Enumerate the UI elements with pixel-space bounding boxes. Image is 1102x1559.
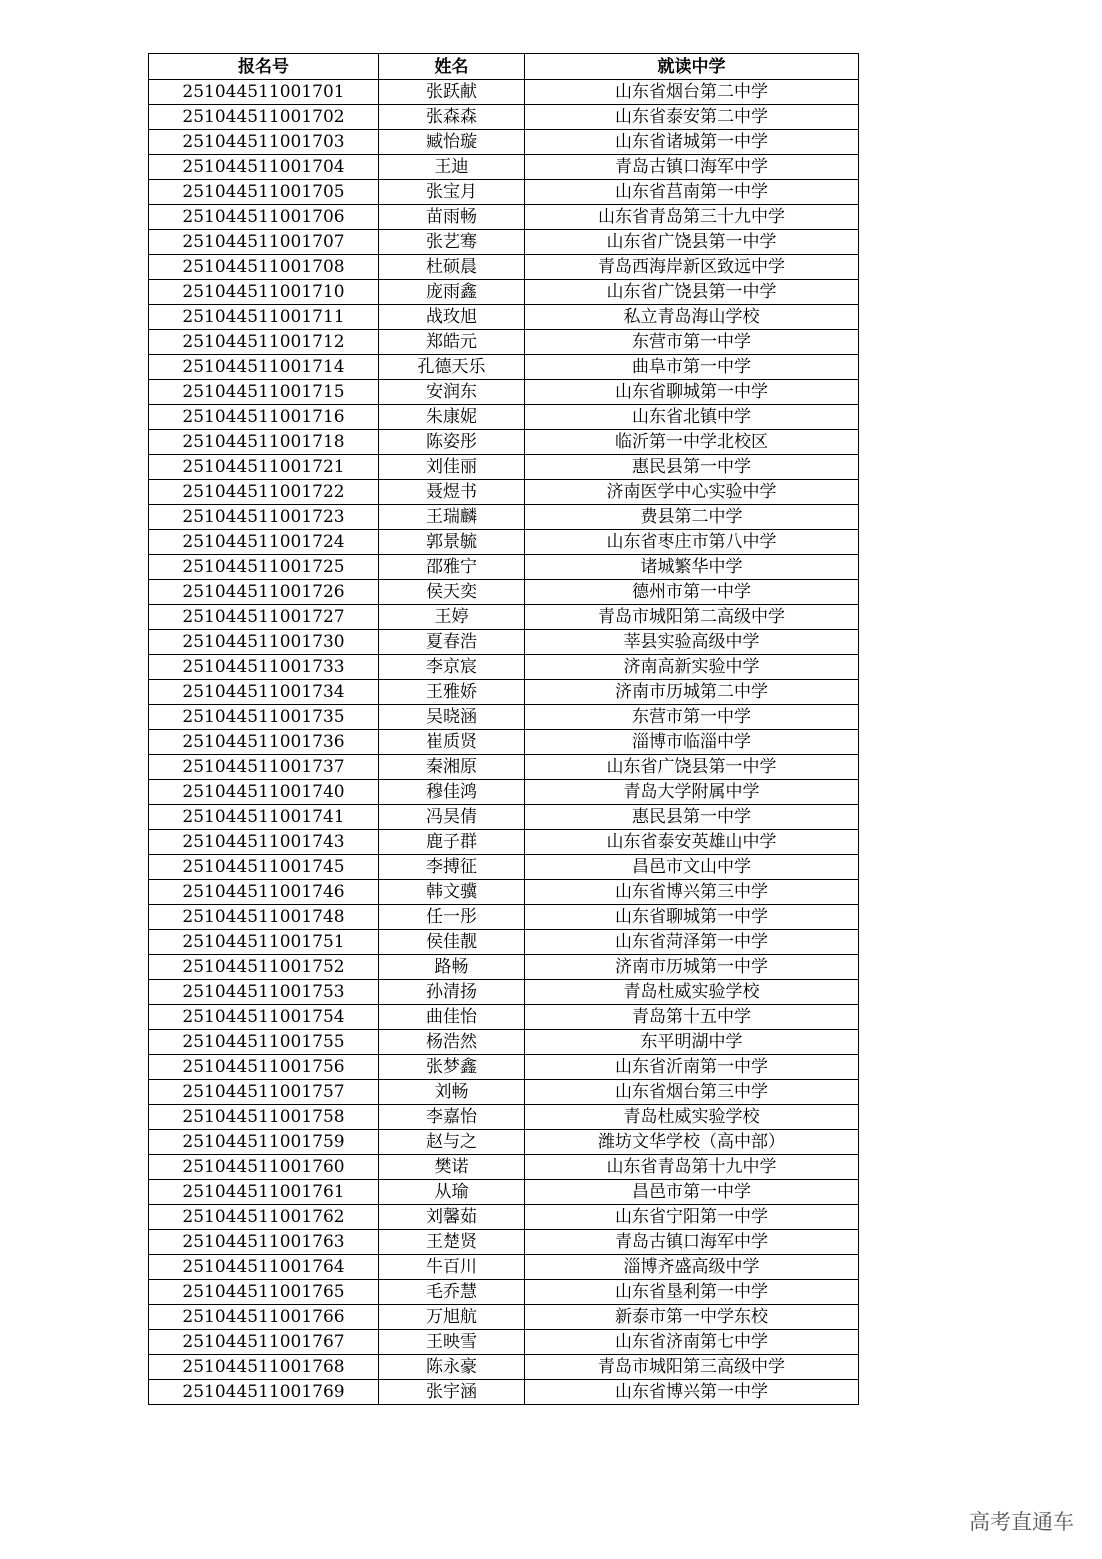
table-row bbox=[149, 680, 859, 705]
cell-registration-number: 251044511001767 bbox=[149, 1330, 379, 1355]
cell-name: 臧怡璇 bbox=[379, 130, 525, 155]
cell-registration-number: 251044511001737 bbox=[149, 755, 379, 780]
cell-name: 鹿子群 bbox=[379, 830, 525, 855]
cell-school: 山东省枣庄市第八中学 bbox=[525, 530, 859, 555]
cell-school: 青岛杜威实验学校 bbox=[525, 1105, 859, 1130]
cell-name: 张森森 bbox=[379, 105, 525, 130]
cell-school: 私立青岛海山学校 bbox=[525, 305, 859, 330]
cell-school: 山东省垦利第一中学 bbox=[525, 1280, 859, 1305]
table-row bbox=[149, 830, 859, 855]
cell-school: 临沂第一中学北校区 bbox=[525, 430, 859, 455]
cell-school: 青岛市城阳第三高级中学 bbox=[525, 1355, 859, 1380]
cell-name: 孙清扬 bbox=[379, 980, 525, 1005]
cell-registration-number: 251044511001726 bbox=[149, 580, 379, 605]
cell-registration-number: 251044511001710 bbox=[149, 280, 379, 305]
cell-registration-number: 251044511001758 bbox=[149, 1105, 379, 1130]
table-row bbox=[149, 905, 859, 930]
cell-name: 聂煜书 bbox=[379, 480, 525, 505]
cell-school: 淄博市临淄中学 bbox=[525, 730, 859, 755]
cell-name: 冯昊倩 bbox=[379, 805, 525, 830]
cell-school: 山东省烟台第三中学 bbox=[525, 1080, 859, 1105]
cell-school: 青岛古镇口海军中学 bbox=[525, 1230, 859, 1255]
table-row bbox=[149, 1205, 859, 1230]
header-row bbox=[149, 54, 859, 80]
cell-name: 张宝月 bbox=[379, 180, 525, 205]
cell-registration-number: 251044511001702 bbox=[149, 105, 379, 130]
cell-name: 韩文骥 bbox=[379, 880, 525, 905]
table-row bbox=[149, 880, 859, 905]
table-row bbox=[149, 180, 859, 205]
cell-school: 青岛市城阳第二高级中学 bbox=[525, 605, 859, 630]
table-row bbox=[149, 1055, 859, 1080]
table-row bbox=[149, 80, 859, 105]
cell-school: 山东省广饶县第一中学 bbox=[525, 755, 859, 780]
cell-name: 曲佳怡 bbox=[379, 1005, 525, 1030]
table-row bbox=[149, 255, 859, 280]
cell-school: 山东省广饶县第一中学 bbox=[525, 230, 859, 255]
student-roster-table bbox=[148, 53, 859, 1405]
table-row bbox=[149, 980, 859, 1005]
cell-school: 青岛大学附属中学 bbox=[525, 780, 859, 805]
cell-name: 王楚贤 bbox=[379, 1230, 525, 1255]
table-row bbox=[149, 430, 859, 455]
table-row bbox=[149, 355, 859, 380]
table-row bbox=[149, 455, 859, 480]
table-row bbox=[149, 155, 859, 180]
cell-name: 张宇涵 bbox=[379, 1380, 525, 1405]
cell-registration-number: 251044511001751 bbox=[149, 930, 379, 955]
cell-name: 侯天奕 bbox=[379, 580, 525, 605]
cell-registration-number: 251044511001755 bbox=[149, 1030, 379, 1055]
table-row bbox=[149, 630, 859, 655]
cell-school: 曲阜市第一中学 bbox=[525, 355, 859, 380]
cell-registration-number: 251044511001754 bbox=[149, 1005, 379, 1030]
cell-name: 张跃献 bbox=[379, 80, 525, 105]
table-row bbox=[149, 605, 859, 630]
cell-registration-number: 251044511001768 bbox=[149, 1355, 379, 1380]
table-row bbox=[149, 1230, 859, 1255]
cell-registration-number: 251044511001753 bbox=[149, 980, 379, 1005]
cell-school: 东平明湖中学 bbox=[525, 1030, 859, 1055]
cell-name: 李搏征 bbox=[379, 855, 525, 880]
cell-registration-number: 251044511001746 bbox=[149, 880, 379, 905]
cell-name: 吴晓涵 bbox=[379, 705, 525, 730]
header-registration-number: 报名号 bbox=[149, 54, 379, 80]
table-row bbox=[149, 1330, 859, 1355]
cell-registration-number: 251044511001756 bbox=[149, 1055, 379, 1080]
cell-name: 李嘉怡 bbox=[379, 1105, 525, 1130]
cell-registration-number: 251044511001730 bbox=[149, 630, 379, 655]
cell-school: 山东省博兴第一中学 bbox=[525, 1380, 859, 1405]
table-row bbox=[149, 280, 859, 305]
cell-registration-number: 251044511001712 bbox=[149, 330, 379, 355]
cell-school: 山东省北镇中学 bbox=[525, 405, 859, 430]
cell-registration-number: 251044511001760 bbox=[149, 1155, 379, 1180]
cell-registration-number: 251044511001741 bbox=[149, 805, 379, 830]
cell-registration-number: 251044511001703 bbox=[149, 130, 379, 155]
table-row bbox=[149, 780, 859, 805]
cell-name: 李京宸 bbox=[379, 655, 525, 680]
cell-registration-number: 251044511001752 bbox=[149, 955, 379, 980]
cell-registration-number: 251044511001701 bbox=[149, 80, 379, 105]
table-row bbox=[149, 230, 859, 255]
cell-registration-number: 251044511001740 bbox=[149, 780, 379, 805]
cell-name: 毛乔慧 bbox=[379, 1280, 525, 1305]
table-row bbox=[149, 1180, 859, 1205]
cell-school: 山东省诸城第一中学 bbox=[525, 130, 859, 155]
table-row bbox=[149, 655, 859, 680]
cell-school: 山东省宁阳第一中学 bbox=[525, 1205, 859, 1230]
table-row bbox=[149, 930, 859, 955]
cell-registration-number: 251044511001718 bbox=[149, 430, 379, 455]
cell-school: 惠民县第一中学 bbox=[525, 805, 859, 830]
cell-school: 山东省济南第七中学 bbox=[525, 1330, 859, 1355]
cell-school: 山东省泰安英雄山中学 bbox=[525, 830, 859, 855]
cell-name: 庞雨鑫 bbox=[379, 280, 525, 305]
cell-registration-number: 251044511001727 bbox=[149, 605, 379, 630]
cell-school: 青岛第十五中学 bbox=[525, 1005, 859, 1030]
table-row bbox=[149, 705, 859, 730]
cell-name: 穆佳鸿 bbox=[379, 780, 525, 805]
cell-registration-number: 251044511001734 bbox=[149, 680, 379, 705]
cell-school: 山东省莒南第一中学 bbox=[525, 180, 859, 205]
cell-registration-number: 251044511001759 bbox=[149, 1130, 379, 1155]
table-row bbox=[149, 1355, 859, 1380]
cell-registration-number: 251044511001708 bbox=[149, 255, 379, 280]
cell-school: 莘县实验高级中学 bbox=[525, 630, 859, 655]
cell-school: 山东省烟台第二中学 bbox=[525, 80, 859, 105]
cell-school: 济南高新实验中学 bbox=[525, 655, 859, 680]
cell-school: 山东省沂南第一中学 bbox=[525, 1055, 859, 1080]
table-row bbox=[149, 305, 859, 330]
cell-name: 刘畅 bbox=[379, 1080, 525, 1105]
cell-name: 王映雪 bbox=[379, 1330, 525, 1355]
cell-name: 战玫旭 bbox=[379, 305, 525, 330]
cell-registration-number: 251044511001707 bbox=[149, 230, 379, 255]
table-row bbox=[149, 1130, 859, 1155]
table-row bbox=[149, 380, 859, 405]
header-school: 就读中学 bbox=[525, 54, 859, 80]
cell-school: 诸城繁华中学 bbox=[525, 555, 859, 580]
cell-school: 山东省聊城第一中学 bbox=[525, 380, 859, 405]
cell-registration-number: 251044511001745 bbox=[149, 855, 379, 880]
cell-registration-number: 251044511001764 bbox=[149, 1255, 379, 1280]
table-row bbox=[149, 1155, 859, 1180]
cell-school: 东营市第一中学 bbox=[525, 705, 859, 730]
cell-school: 山东省青岛第三十九中学 bbox=[525, 205, 859, 230]
cell-school: 山东省青岛第十九中学 bbox=[525, 1155, 859, 1180]
cell-name: 邵雅宁 bbox=[379, 555, 525, 580]
cell-name: 王瑞麟 bbox=[379, 505, 525, 530]
cell-school: 青岛古镇口海军中学 bbox=[525, 155, 859, 180]
cell-school: 山东省博兴第三中学 bbox=[525, 880, 859, 905]
table-row bbox=[149, 955, 859, 980]
cell-name: 刘佳丽 bbox=[379, 455, 525, 480]
table-row bbox=[149, 330, 859, 355]
table-row bbox=[149, 405, 859, 430]
cell-name: 杨浩然 bbox=[379, 1030, 525, 1055]
cell-registration-number: 251044511001715 bbox=[149, 380, 379, 405]
cell-name: 万旭航 bbox=[379, 1305, 525, 1330]
table-row bbox=[149, 555, 859, 580]
cell-registration-number: 251044511001725 bbox=[149, 555, 379, 580]
cell-registration-number: 251044511001714 bbox=[149, 355, 379, 380]
table-row bbox=[149, 105, 859, 130]
cell-school: 青岛西海岸新区致远中学 bbox=[525, 255, 859, 280]
cell-registration-number: 251044511001761 bbox=[149, 1180, 379, 1205]
cell-name: 孔德天乐 bbox=[379, 355, 525, 380]
table-row bbox=[149, 805, 859, 830]
cell-school: 济南市历城第一中学 bbox=[525, 955, 859, 980]
cell-school: 潍坊文华学校（高中部） bbox=[525, 1130, 859, 1155]
cell-school: 山东省广饶县第一中学 bbox=[525, 280, 859, 305]
cell-registration-number: 251044511001721 bbox=[149, 455, 379, 480]
table-row bbox=[149, 530, 859, 555]
cell-school: 淄博齐盛高级中学 bbox=[525, 1255, 859, 1280]
cell-school: 青岛杜威实验学校 bbox=[525, 980, 859, 1005]
table-row bbox=[149, 505, 859, 530]
table-row bbox=[149, 580, 859, 605]
cell-school: 济南市历城第二中学 bbox=[525, 680, 859, 705]
table-row bbox=[149, 130, 859, 155]
table-row bbox=[149, 1280, 859, 1305]
cell-name: 郭景毓 bbox=[379, 530, 525, 555]
table-row bbox=[149, 755, 859, 780]
cell-registration-number: 251044511001704 bbox=[149, 155, 379, 180]
cell-name: 夏春浩 bbox=[379, 630, 525, 655]
table-row bbox=[149, 1305, 859, 1330]
cell-registration-number: 251044511001724 bbox=[149, 530, 379, 555]
header-name: 姓名 bbox=[379, 54, 525, 80]
cell-name: 张梦鑫 bbox=[379, 1055, 525, 1080]
table-row bbox=[149, 205, 859, 230]
cell-registration-number: 251044511001762 bbox=[149, 1205, 379, 1230]
cell-registration-number: 251044511001722 bbox=[149, 480, 379, 505]
cell-name: 侯佳靓 bbox=[379, 930, 525, 955]
table-row bbox=[149, 480, 859, 505]
cell-name: 从瑜 bbox=[379, 1180, 525, 1205]
cell-name: 牛百川 bbox=[379, 1255, 525, 1280]
cell-name: 朱康妮 bbox=[379, 405, 525, 430]
cell-school: 惠民县第一中学 bbox=[525, 455, 859, 480]
cell-name: 杜硕晨 bbox=[379, 255, 525, 280]
table-row bbox=[149, 1005, 859, 1030]
cell-registration-number: 251044511001735 bbox=[149, 705, 379, 730]
cell-registration-number: 251044511001748 bbox=[149, 905, 379, 930]
cell-school: 费县第二中学 bbox=[525, 505, 859, 530]
cell-registration-number: 251044511001705 bbox=[149, 180, 379, 205]
cell-name: 樊诺 bbox=[379, 1155, 525, 1180]
cell-registration-number: 251044511001766 bbox=[149, 1305, 379, 1330]
cell-name: 赵与之 bbox=[379, 1130, 525, 1155]
table-row bbox=[149, 730, 859, 755]
cell-registration-number: 251044511001733 bbox=[149, 655, 379, 680]
cell-school: 德州市第一中学 bbox=[525, 580, 859, 605]
cell-registration-number: 251044511001711 bbox=[149, 305, 379, 330]
table-row bbox=[149, 1030, 859, 1055]
cell-name: 崔质贤 bbox=[379, 730, 525, 755]
cell-school: 新泰市第一中学东校 bbox=[525, 1305, 859, 1330]
cell-name: 张艺骞 bbox=[379, 230, 525, 255]
cell-school: 山东省聊城第一中学 bbox=[525, 905, 859, 930]
cell-school: 山东省泰安第二中学 bbox=[525, 105, 859, 130]
table-body bbox=[149, 80, 859, 1405]
cell-school: 济南医学中心实验中学 bbox=[525, 480, 859, 505]
cell-name: 王婷 bbox=[379, 605, 525, 630]
table-header bbox=[149, 54, 859, 80]
cell-registration-number: 251044511001765 bbox=[149, 1280, 379, 1305]
table-row bbox=[149, 855, 859, 880]
cell-name: 秦湘原 bbox=[379, 755, 525, 780]
cell-school: 昌邑市第一中学 bbox=[525, 1180, 859, 1205]
cell-registration-number: 251044511001706 bbox=[149, 205, 379, 230]
cell-name: 安润东 bbox=[379, 380, 525, 405]
cell-registration-number: 251044511001743 bbox=[149, 830, 379, 855]
cell-name: 郑皓元 bbox=[379, 330, 525, 355]
cell-name: 王雅娇 bbox=[379, 680, 525, 705]
cell-name: 路畅 bbox=[379, 955, 525, 980]
cell-name: 任一彤 bbox=[379, 905, 525, 930]
cell-name: 王迪 bbox=[379, 155, 525, 180]
cell-school: 山东省菏泽第一中学 bbox=[525, 930, 859, 955]
cell-name: 陈姿彤 bbox=[379, 430, 525, 455]
cell-registration-number: 251044511001769 bbox=[149, 1380, 379, 1405]
table-row bbox=[149, 1080, 859, 1105]
cell-school: 东营市第一中学 bbox=[525, 330, 859, 355]
table-row bbox=[149, 1380, 859, 1405]
cell-name: 陈永豪 bbox=[379, 1355, 525, 1380]
cell-school: 昌邑市文山中学 bbox=[525, 855, 859, 880]
cell-registration-number: 251044511001723 bbox=[149, 505, 379, 530]
cell-name: 苗雨畅 bbox=[379, 205, 525, 230]
cell-registration-number: 251044511001736 bbox=[149, 730, 379, 755]
table-row bbox=[149, 1255, 859, 1280]
cell-name: 刘馨茹 bbox=[379, 1205, 525, 1230]
watermark: 高考直通车 bbox=[969, 1510, 1074, 1534]
table-row bbox=[149, 1105, 859, 1130]
cell-registration-number: 251044511001757 bbox=[149, 1080, 379, 1105]
cell-registration-number: 251044511001716 bbox=[149, 405, 379, 430]
cell-registration-number: 251044511001763 bbox=[149, 1230, 379, 1255]
